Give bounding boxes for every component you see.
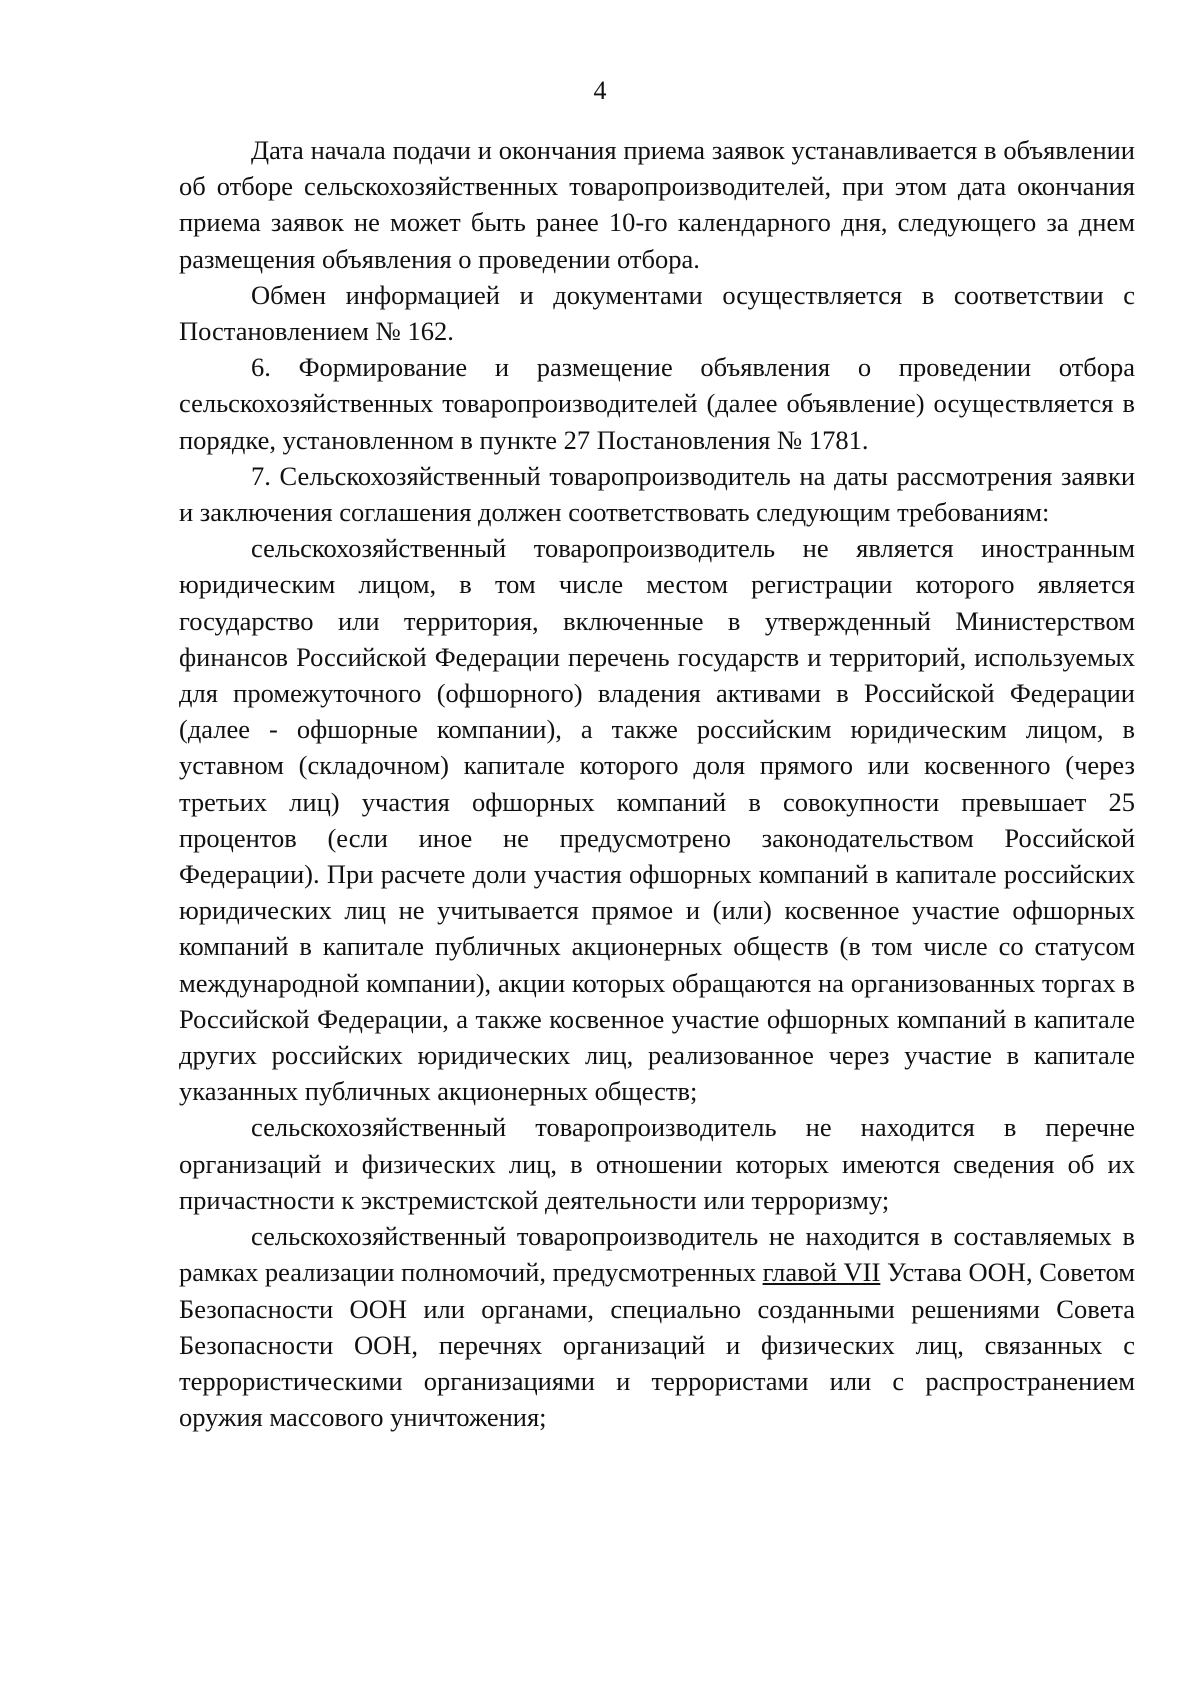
paragraph-item-6: 6. Формирование и размещение объявления о проведении отбора сельскохозяйственных товаропроизводителей (далее объявление) осуществляется в порядке, установленном в пункте 27 Постановления № 1781. (179, 352, 1135, 455)
paragraph-extremism-requirement: сельскохозяйственный товаропроизводитель не находится в перечне организаций и физических лиц, в отношении которых имеются сведения об их причастности к экстремистской деятельности или терроризму; (179, 1112, 1135, 1215)
page-number: 4 (593, 76, 607, 105)
paragraph-offshore-requirement: сельскохозяйственный товаропроизводитель не является иностранным юридическим лицом, в том числе местом регистрации которого является государство или территория, включенные в утвержденный Министерством финансов Российской Федерации перечень государств и территорий, используемых для промежуточного (офшорного) владения активами в Российской Федерации (далее - офшорные компании), а также российским юридическим лицом, в уставном (складочном) капитале которого доля прямого или косвенного (через третьих лиц) участия офшорных компаний в совокупности превышает 25 процентов (если иное не предусмотрено законодательством Российской Федерации). При расчете доли участия офшорных компаний в капитале российских юридических лиц не учитывается прямое и (или) косвенное участие офшорных компаний в капитале публичных акционерных обществ (в том числе со статусом международной компании), акции которых обращаются на организованных торгах в Российской Федерации, а также косвенное участие офшорных компаний в капитале других российских юридических лиц, реализованное через участие в капитале указанных публичных акционерных обществ; (179, 533, 1135, 1107)
chapter-vii-link[interactable]: главой VII (762, 1257, 881, 1288)
paragraph-un-sanctions-requirement (179, 1218, 1135, 1435)
paragraph-information-exchange: Обмен информацией и документами осуществляется в соответствии с Постановлением № 162. (179, 279, 1135, 347)
document-body (179, 132, 1135, 1435)
paragraph-text-before-link: сельскохозяйственный товаропроизводитель не находится в составляемых в рамках реализации полномочий, предусмотренных (179, 1221, 1135, 1288)
paragraph-text-after-link: Устава ООН, Советом Безопасности ООН или органами, специально созданными решениями Совета Безопасности ООН, перечнях организаций и физических лиц, связанных с террористическими организациями и террористами или с распространением оружия массового уничтожения; (179, 1257, 1136, 1433)
paragraph-application-dates: Дата начала подачи и окончания приема заявок устанавливается в объявлении об отборе сельскохозяйственных товаропроизводителей, при этом дата окончания приема заявок не может быть ранее 10-го календарного дня, следующего за днем размещения объявления о проведении отбора. (179, 135, 1135, 274)
paragraph-item-7: 7. Сельскохозяйственный товаропроизводитель на даты рассмотрения заявки и заключения соглашения должен соответствовать следующим требованиям: (179, 460, 1135, 528)
